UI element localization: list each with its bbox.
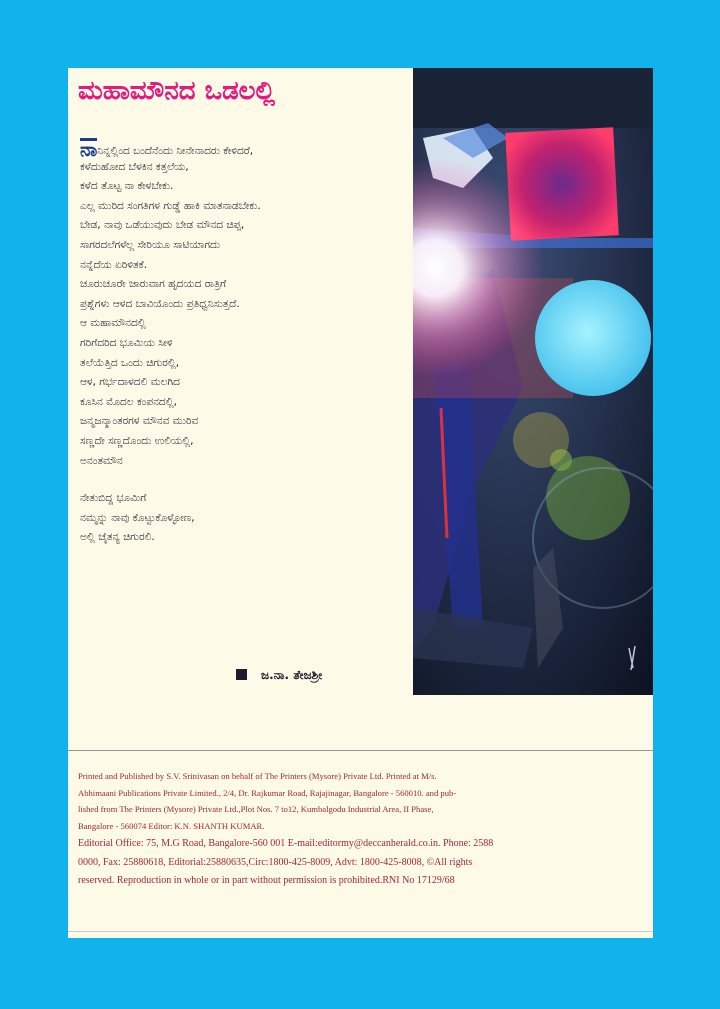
magazine-page	[68, 68, 653, 938]
bottom-divider	[68, 931, 653, 932]
poem-line: ಜನ್ಮಜನ್ಮಾಂತರಗಳ ಮೌನವ ಮುರಿವ	[80, 415, 199, 428]
poem-line: ಅನಂತಮೌನ	[80, 454, 123, 467]
poem-line: ಚೂರುಚೂರೇ ಜಾರುವಾಗ ಹೃದಯದ ರಾತ್ರಿಗೆ	[80, 278, 227, 291]
abstract-painting	[413, 68, 653, 695]
poem-line: ಆ ಮಹಾಮೌನದಲ್ಲಿ	[80, 317, 146, 330]
footer-divider	[68, 750, 653, 751]
drop-cap: ನಾ	[80, 139, 98, 158]
poem-line: ಸಾಗರದಲೆಗಳೆಲ್ಲ ಸೇರಿಯೂ ಸಾಟಿಯಾಗದು	[80, 238, 221, 251]
poem-title: ಮಹಾಮೌನದ ಒಡಲಲ್ಲಿ	[78, 76, 276, 106]
imprint-line: Printed and Published by S.V. Srinivasan on behalf of The Printers (Mysore) Private Ltd. Printed at M/s.	[78, 771, 437, 781]
author-byline	[236, 668, 322, 683]
poem-line: ಕಳೆದ ತೊಟ್ಟ ನಾ ಕೇಳಬೇಕು.	[80, 180, 174, 193]
square-bullet-icon	[236, 669, 247, 680]
poem-line: ಕಳೆದುಹೋದ ಬೆಳಕಿನ ಕತ್ತಲೆಯ,	[80, 160, 189, 173]
poem-line: ಬೇಡ, ನಾವು ಒಡೆಯುವುದು ಬೇಡ ಮೌನದ ಚಿಪ್ಪ,	[80, 219, 245, 232]
author-name: ಜ.ನಾ. ತೇಜಶ್ರೀ	[261, 668, 323, 682]
imprint-line: lished from The Printers (Mysore) Private Ltd.,Plot Nos. 7 to12, Kumbalgodu Industrial Area, II Phase,	[78, 804, 434, 814]
poem-line: ನನ್ನೆದೆಯ ಏರಿಳಿತಕೆ.	[80, 258, 148, 271]
printers-imprint	[78, 768, 633, 890]
imprint-line: Abhimaani Publications Private Limited., 2/4, Dr. Rajkumar Road, Rajajinagar, Bangalore - 560010. and pub-	[78, 787, 457, 798]
imprint-line: reserved. Reproduction in whole or in part without permission is prohibited.RNI No 17129/68	[78, 875, 455, 886]
poem-line: ಅಲ್ಲಿ ಚೈತನ್ಯ ಚಿಗುರಲಿ.	[80, 531, 155, 544]
poem-line-first	[80, 138, 410, 158]
imprint-line: Bangalore - 560074 Editor: K.N. SHANTH KUMAR.	[78, 820, 265, 831]
artwork-image	[413, 68, 653, 695]
poem-body	[80, 138, 410, 548]
poem-line: ಸಣ್ಣದೇ ಸಣ್ಣದೊಂದು ಉಲಿಯಲ್ಲಿ,	[80, 434, 194, 447]
poem-line: ಆಳ, ಗರ್ಭದಾಳದಲಿ ಮಲಗಿದ	[80, 376, 180, 389]
poem-line: ಪ್ರಶ್ನೆಗಳು ಆಳದ ಬಾವಿಯೊಂದು ಪ್ರತಿಧ್ವನಿಸುತ್ತದೆ.	[80, 297, 240, 310]
imprint-line: Editorial Office: 75, M.G Road, Bangalore-560 001 E-mail:editormy@deccanherald.co.in. Phone: 2588	[78, 838, 494, 849]
imprint-line: 0000, Fax: 25880618, Editorial:25880635,Circ:1800-425-8009, Advt: 1800-425-8008, ©All rights	[78, 856, 473, 868]
poem-line: ಎಲ್ಲ ಮುರಿದ ಸಂಗತಿಗಳ ಗುಡ್ಡೆ ಹಾಕಿ ಮಾತನಾಡಬೇಕು.	[80, 199, 261, 212]
poem-line: ನಿನ್ನಲ್ಲಿಂದ ಬಂದೆನೆಂದು ನೀನೇನಾದರು ಕೇಳಿದರೆ,	[97, 145, 254, 157]
poem-line: ಗರಿಗೆದರಿದ ಭೂಮಿಯ ಸೀಳಿ	[80, 336, 173, 349]
stanza-gap	[80, 471, 410, 489]
poem-line: ತಲೆಯೆತ್ತಿದ ಒಂದು ಚಿಗುರಲ್ಲಿ,	[80, 356, 180, 369]
poem-line: ನೇತುಬಿದ್ದ ಭೂಮಿಗೆ	[80, 492, 147, 505]
poem-line: ನಮ್ಮನ್ನು ನಾವು ಕೊಟ್ಟುಕೊಳ್ಳೋಣ,	[80, 511, 195, 524]
poem-line: ಕೂಸಿನ ಮೊದಲ ಕಂಪನದಲ್ಲಿ,	[80, 395, 177, 408]
